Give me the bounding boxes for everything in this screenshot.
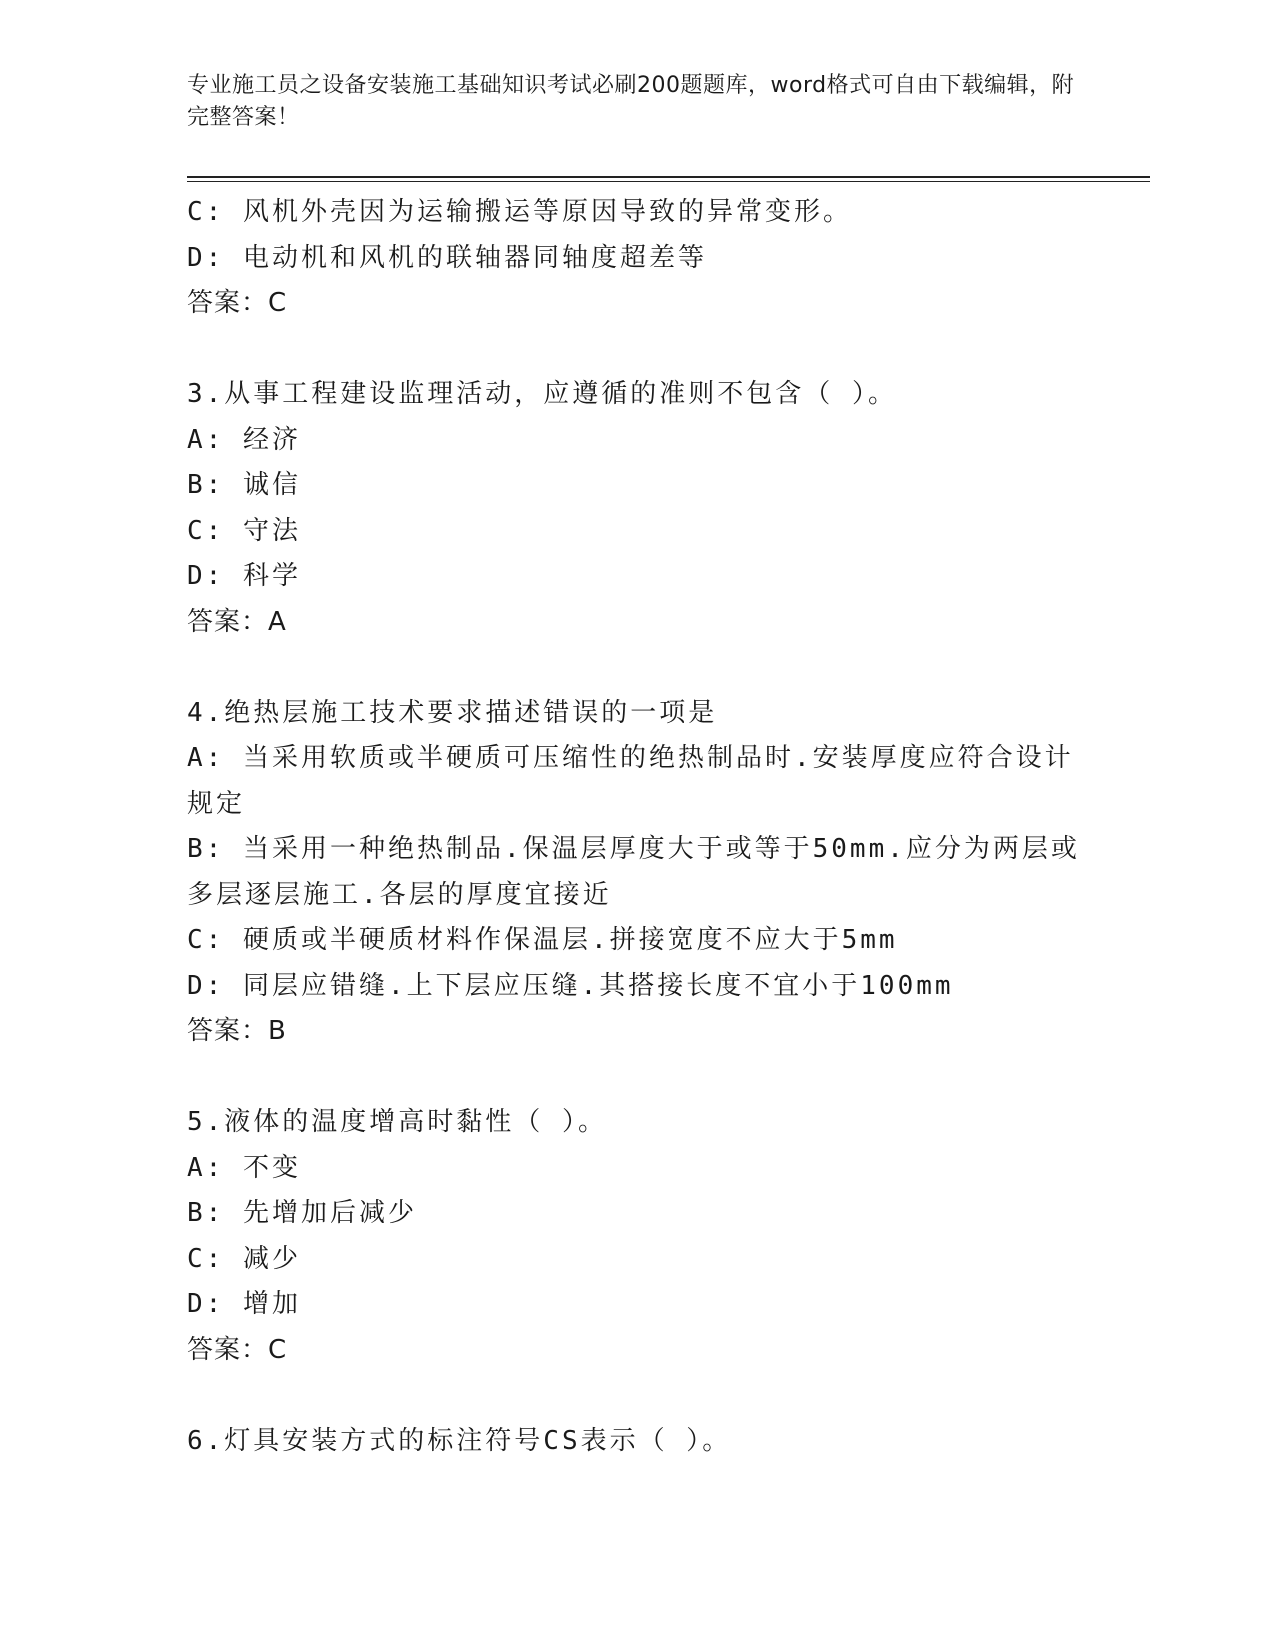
question-stem: 5.液体的温度增高时黏性（ ）。	[187, 1107, 607, 1137]
answer-line: 答案：C	[187, 288, 288, 318]
question-block-5	[187, 1100, 1087, 1373]
question-block-3	[187, 372, 1087, 645]
question-block-2-continued	[187, 190, 1087, 327]
option-a: A: 当采用软质或半硬质可压缩性的绝热制品时.安装厚度应符合设计规定	[187, 743, 1074, 819]
question-stem: 3.从事工程建设监理活动，应遵循的准则不包含（ ）。	[187, 379, 897, 409]
header-divider-thick	[187, 176, 1150, 178]
option-a: A: 经济	[187, 424, 301, 455]
answer-line: 答案：B	[187, 1016, 287, 1046]
page-header	[187, 70, 1087, 134]
option-c: C: 减少	[187, 1243, 301, 1274]
option-d: D: 增加	[187, 1289, 301, 1319]
option-b: B: 先增加后减少	[187, 1198, 417, 1228]
question-stem: 4.绝热层施工技术要求描述错误的一项是	[187, 697, 718, 728]
option-c: C: 硬质或半硬质材料作保温层.拼接宽度不应大于5mm	[187, 925, 898, 955]
option-d: D: 同层应错缝.上下层应压缝.其搭接长度不宜小于100mm	[187, 970, 954, 1001]
header-divider-thin	[187, 181, 1150, 182]
option-d: D: 科学	[187, 561, 301, 591]
document-title: 专业施工员之设备安装施工基础知识考试必刷200题题库，word格式可自由下载编辑，附完整答案！	[187, 73, 1075, 130]
answer-line: 答案：C	[187, 1334, 288, 1365]
option-c: C: 守法	[187, 515, 301, 546]
option-b: B: 诚信	[187, 470, 301, 500]
option-d: D: 电动机和风机的联轴器同轴度超差等	[187, 242, 707, 273]
option-a: A: 不变	[187, 1152, 301, 1183]
option-b: B: 当采用一种绝热制品.保温层厚度大于或等于50mm.应分为两层或多层逐层施工.各层的厚度宜接近	[187, 834, 1080, 910]
question-block-6	[187, 1419, 1087, 1465]
question-block-4	[187, 691, 1087, 1055]
question-list	[187, 190, 1087, 1464]
question-stem: 6.灯具安装方式的标注符号CS表示（ ）。	[187, 1425, 732, 1456]
option-c: C: 风机外壳因为运输搬运等原因导致的异常变形。	[187, 197, 852, 227]
answer-line: 答案：A	[187, 606, 287, 637]
